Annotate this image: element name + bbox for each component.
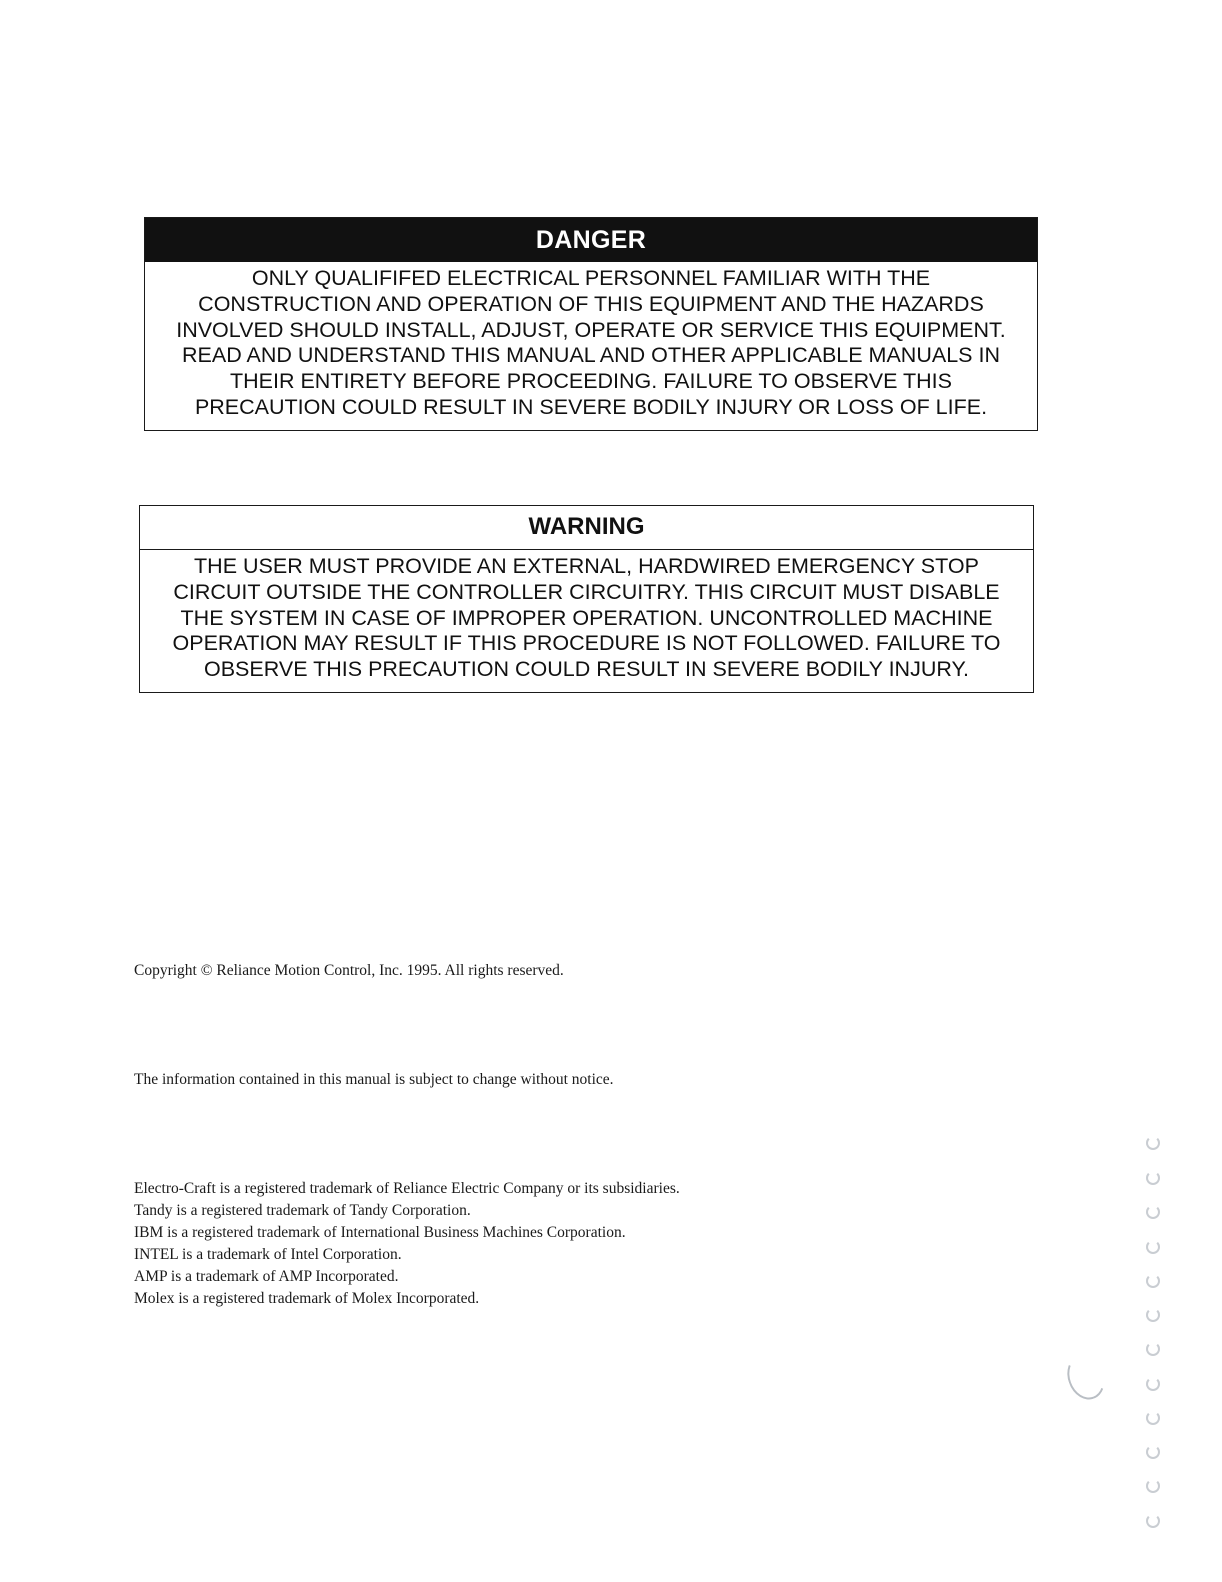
- warning-title: WARNING: [140, 506, 1033, 550]
- binding-hole-icon: [1146, 1171, 1160, 1185]
- danger-text: [145, 262, 1037, 421]
- warning-line: OBSERVE THIS PRECAUTION COULD RESULT IN SEVERE BODILY INJURY.: [203, 657, 970, 682]
- trademark-item: AMP is a trademark of AMP Incorporated.: [134, 1268, 399, 1285]
- trademark-item: Electro-Craft is a registered trademark of Reliance Electric Company or its subsidiaries.: [134, 1180, 680, 1197]
- large-binding-hole-icon: [1061, 1349, 1111, 1405]
- binding-hole-icon: [1146, 1308, 1160, 1322]
- trademark-item: INTEL is a trademark of Intel Corporation.: [134, 1246, 402, 1263]
- danger-line: ONLY QUALIFIFED ELECTRICAL PERSONNEL FAMILIAR WITH THE: [251, 266, 931, 290]
- trademark-list: [134, 1178, 680, 1310]
- warning-text: [140, 550, 1033, 683]
- binding-hole-icon: [1146, 1240, 1160, 1254]
- binding-hole-icon: [1146, 1205, 1160, 1219]
- copyright-statement: Copyright © Reliance Motion Control, Inc. 1995. All rights reserved.: [134, 962, 564, 979]
- warning-line: CIRCUIT OUTSIDE THE CONTROLLER CIRCUITRY. THIS CIRCUIT MUST DISABLE: [173, 579, 1000, 604]
- binding-hole-icon: [1146, 1445, 1160, 1459]
- trademark-item: Tandy is a registered trademark of Tandy Corporation.: [134, 1202, 471, 1219]
- trademark-item: IBM is a registered trademark of International Business Machines Corporation.: [134, 1224, 626, 1241]
- danger-line: INVOLVED SHOULD INSTALL, ADJUST, OPERATE OR SERVICE THIS EQUIPMENT.: [176, 317, 1006, 342]
- warning-line: THE USER MUST PROVIDE AN EXTERNAL, HARDWIRED EMERGENCY STOP: [194, 554, 979, 578]
- danger-line: READ AND UNDERSTAND THIS MANUAL AND OTHER APPLICABLE MANUALS IN: [182, 343, 1000, 368]
- danger-notice: [144, 217, 1038, 431]
- warning-line: THE SYSTEM IN CASE OF IMPROPER OPERATION. UNCONTROLLED MACHINE: [180, 605, 993, 630]
- warning-notice: [139, 505, 1034, 693]
- trademark-item: Molex is a registered trademark of Molex Incorporated.: [134, 1290, 480, 1307]
- binding-hole-icon: [1146, 1274, 1160, 1288]
- warning-line: OPERATION MAY RESULT IF THIS PROCEDURE IS NOT FOLLOWED. FAILURE TO: [172, 631, 1001, 656]
- change-notice: The information contained in this manual is subject to change without notice.: [134, 1071, 614, 1088]
- danger-line: CONSTRUCTION AND OPERATION OF THIS EQUIPMENT AND THE HAZARDS: [198, 291, 984, 316]
- binding-hole-icon: [1146, 1514, 1160, 1528]
- danger-line: PRECAUTION COULD RESULT IN SEVERE BODILY INJURY OR LOSS OF LIFE.: [194, 394, 988, 419]
- binding-hole-icon: [1146, 1136, 1160, 1150]
- danger-title: DANGER: [145, 218, 1037, 262]
- binding-hole-icon: [1146, 1479, 1160, 1493]
- danger-line: THEIR ENTIRETY BEFORE PROCEEDING. FAILURE TO OBSERVE THIS: [229, 369, 952, 394]
- binding-hole-icon: [1146, 1377, 1160, 1391]
- binding-hole-icon: [1146, 1411, 1160, 1425]
- binding-hole-icon: [1146, 1342, 1160, 1356]
